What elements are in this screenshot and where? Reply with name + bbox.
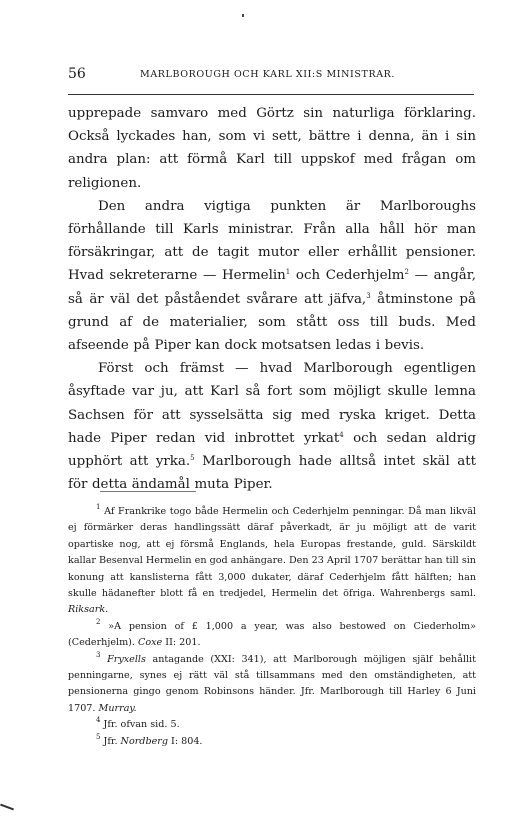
- footnote-3: [68, 652, 476, 718]
- footnote-ref-4: 4: [339, 430, 344, 439]
- paragraph-2-text-c: — angår, så är väl det påståendet svårare att jäfva,: [68, 268, 476, 307]
- paragraph-1-text: upprepade samvaro med Görtz sin naturliga förklaring. Också lyckades han, som vi sett, bättre i denna, än i sin andra plan: att förmå Karl till uppskof med frågan om religionen.: [68, 106, 476, 191]
- footnote-4: [68, 717, 476, 733]
- footnote-1-mark: 1: [96, 503, 101, 511]
- page-header: [68, 66, 480, 86]
- paragraph-3-text-c: Marlborough hade alltså intet skäl att för detta ändamål muta Piper.: [68, 454, 476, 493]
- footnote-3-text: antagande (XXI: 341), att Marlborough möjligen själf behållit penningarne, synes ej rätt väl stå tillsammans med den omständigheten, att pensionerna gingo genom Robinsons händer. Jfr. Marlborough till Harley 6 Juni 1707.: [68, 653, 476, 714]
- footnote-rule: [100, 491, 196, 492]
- footnote-3-author: Fryxells: [107, 653, 146, 665]
- footnote-5-prefix: Jfr.: [100, 735, 121, 747]
- paragraph-1: [68, 102, 476, 195]
- footnote-2-source: Coxe: [138, 637, 163, 649]
- paragraph-2-text-d: åtminstone på grund af de materialier, som stått oss till buds. Med afseende på Piper kan dock motsatsen ledas i bevis.: [68, 291, 476, 354]
- paragraph-2-text-b: och Cederhjelm: [290, 268, 405, 284]
- paragraph-3-text-a: Först och främst — hvad Marlborough egentligen åsyftade var ju, att Karl så fort som möjligt skulle lemna Sachsen för att sysselsätta sig med ryska kriget. Detta hade Piper redan vid inbrottet yrkat: [68, 361, 476, 446]
- footnote-2: [68, 619, 476, 652]
- footnote-1-text: Af Frankrike togo både Hermelin och Cederhjelm penningar. Då man likväl ej förmärker deras handlingssätt däraf påverkadt, är ju möjligt att de varit opartiske nog, att ej försmå Englands, hela Europas frestande, guld. Särskildt kallar Besenval Hermelin en god anhängare. Den 23 April 1707 berättar han till sin konung att kanslisterna fått 3,000 dukater, däraf Cederhjelm fått hälften; han skulle hädanefter blott få en tredjedel, Hermelin det öfriga. Wahrenbergs saml.: [68, 506, 476, 600]
- paragraph-2: [68, 195, 476, 357]
- footnote-ref-5: 5: [190, 454, 195, 463]
- scan-mark: [0, 804, 14, 811]
- footnote-5-ref: I: 804.: [168, 735, 203, 747]
- footnote-5: [68, 734, 476, 750]
- footnote-ref-2: 2: [404, 268, 409, 277]
- footnote-4-text: Jfr. ofvan sid. 5.: [100, 719, 180, 731]
- header-rule: [68, 94, 474, 95]
- footnote-3-source: Murray.: [98, 702, 137, 714]
- page-number: 56: [68, 66, 86, 82]
- running-title: MARLBOROUGH OCH KARL XII:S MINISTRAR.: [140, 69, 396, 80]
- footnote-5-source: Nordberg: [120, 735, 168, 747]
- footnote-1-source: Riksark.: [68, 604, 109, 616]
- footnote-ref-1: 1: [285, 268, 291, 277]
- paragraph-3-text-b: och sedan aldrig upphört att yrka.: [68, 430, 476, 470]
- footnote-3-mark: 3: [96, 650, 101, 659]
- paragraph-2-text-a: Den andra vigtiga punkten är Marlboroughs förhållande till Karls ministrar. Från alla håll hör man försäkringar, att de tagit mutor eller erhållit pensioner. Hvad sekreterarne — Hermelin: [68, 198, 476, 284]
- footnote-2-mark: 2: [96, 617, 101, 626]
- ink-speck: [242, 14, 244, 17]
- footnote-2-text: »A pension of £ 1,000 a year, was also bestowed on Ciederholm» (Cederhjelm).: [68, 620, 476, 649]
- footnotes: [68, 504, 476, 750]
- footnote-5-mark: 5: [96, 732, 101, 741]
- footnote-ref-3: 3: [366, 291, 371, 300]
- paragraph-3: [68, 357, 476, 496]
- main-text: [68, 102, 476, 496]
- footnote-4-mark: 4: [96, 716, 101, 725]
- footnote-2-ref: II: 201.: [162, 637, 201, 649]
- footnote-1: [68, 504, 476, 619]
